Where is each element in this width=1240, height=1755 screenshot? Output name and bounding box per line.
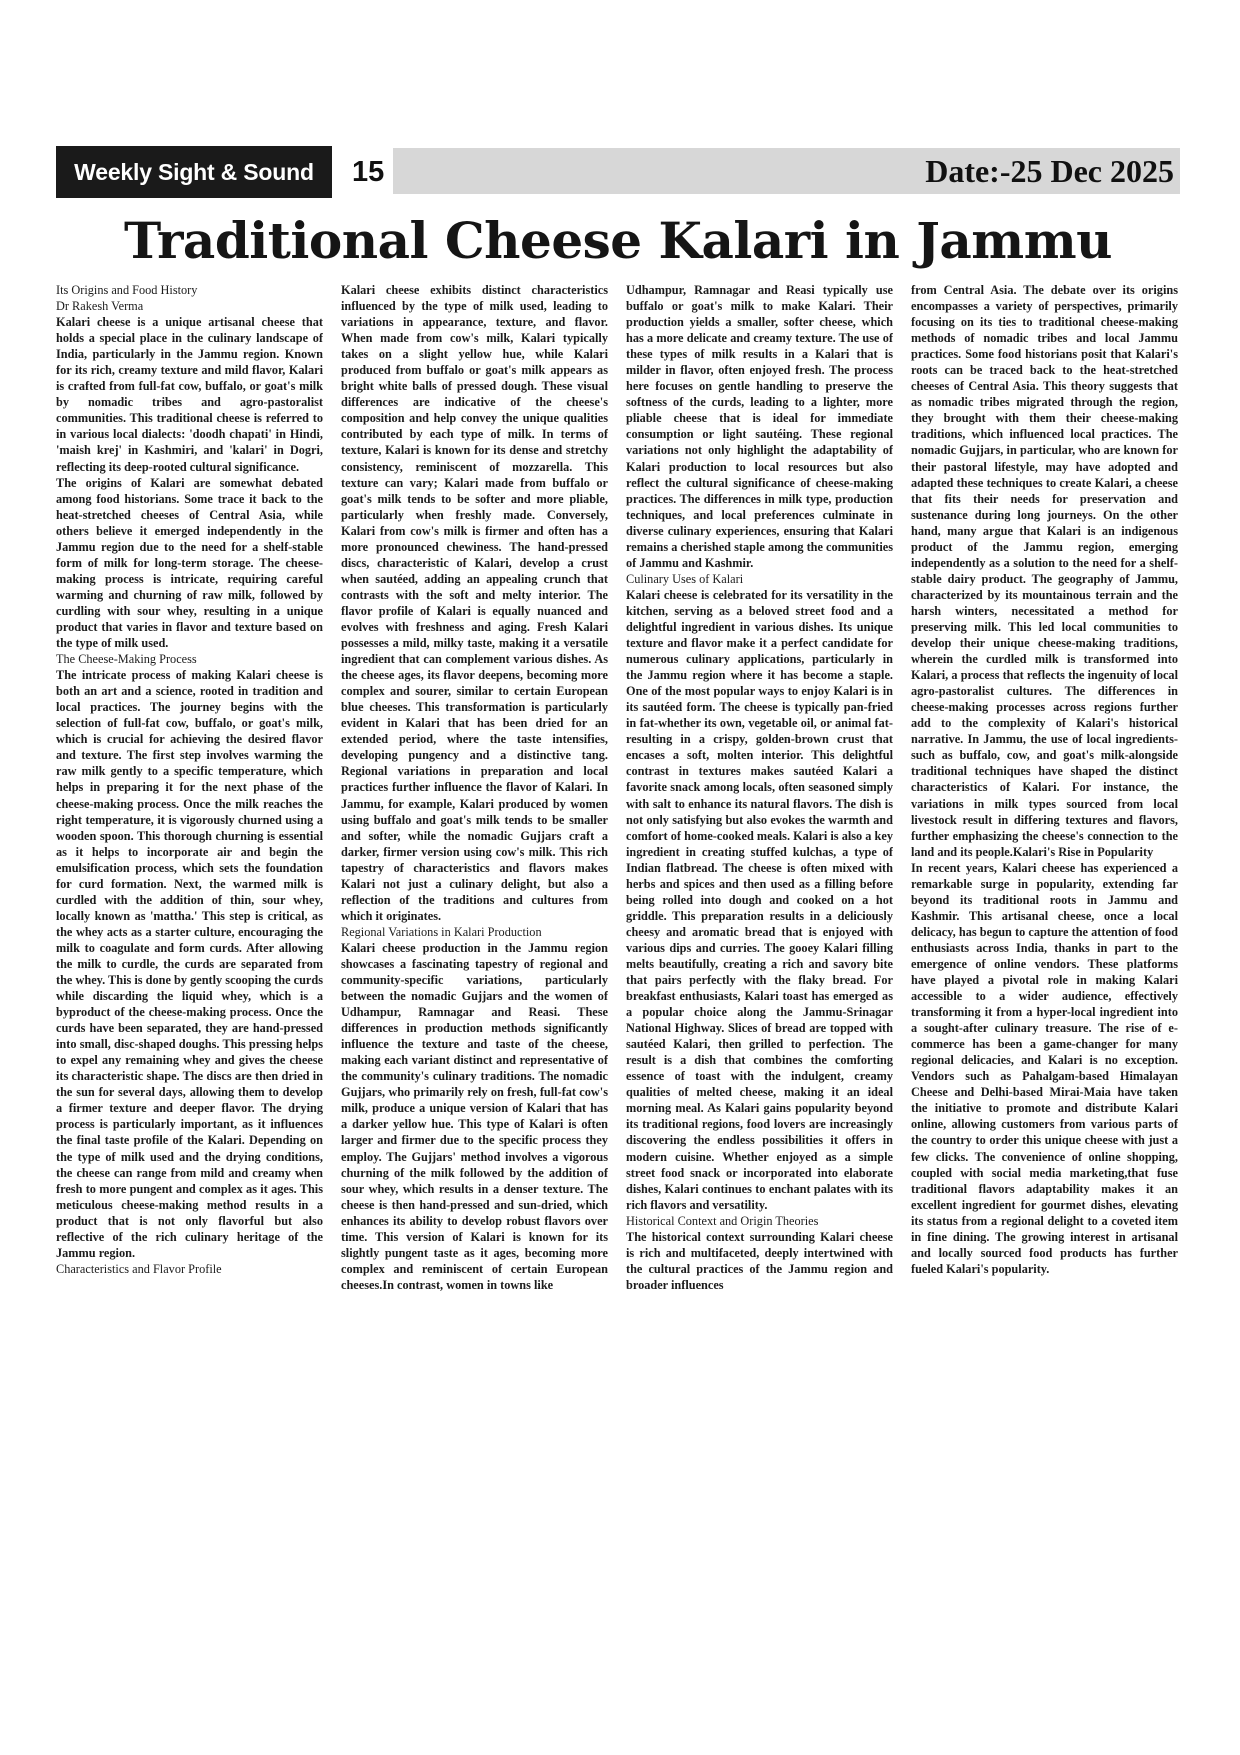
page-number: 15 bbox=[352, 156, 385, 188]
article-paragraph: Kalari cheese is a unique artisanal cheese that holds a special place in the culinary landscape of India, particularly in the Jammu region. Known for its rich, creamy texture and mild flavor, Kalari is crafted from full-fat cow, buffalo, or goat's milk by nomadic tribes and agro-pastoralist communities. This traditional cheese is referred to in various local dialects: 'doodh chapati' in Hindi, 'maish krej' in Kashmiri, and 'kalari' in Dogri, reflecting its deep-rooted cultural significance. bbox=[56, 315, 323, 474]
date-banner bbox=[393, 148, 1180, 194]
section-subheading: Characteristics and Flavor Profile bbox=[56, 1261, 222, 1276]
section-subheading: Its Origins and Food History bbox=[56, 283, 198, 297]
article-paragraph: Kalari cheese production in the Jammu region showcases a fascinating tapestry of regional and community-specific variations, particularly between the nomadic Gujjars and the women of Udhampur, Ramnagar and Reasi. These differences in production methods significantly influence the texture and taste of the cheese, making each variant distinct and representative of the community's culinary traditions. The nomadic Gujjars, who primarily rely on fresh, full-fat cow's milk, produce a unique version of Kalari that has a darker yellow hue. This type of Kalari is often larger and firmer due to the specific process they employ. The Gujjars' method involves a vigorous churning of the milk followed by the addition of sour whey, which results in a denser texture. The cheese is then hand-pressed and sun-dried, which enhances its ability to develop robust flavors over time. This version of Kalari is known for its slightly pungent taste as it ages, becoming more complex and reminiscent of certain European cheeses.In contrast, women in towns like bbox=[341, 940, 608, 1292]
section-subheading: Historical Context and Origin Theories bbox=[626, 1213, 819, 1228]
article-paragraph: from Central Asia. The debate over its origins encompasses a variety of perspectives, primarily focusing on its ties to traditional cheese-making methods of nomadic tribes and local Jammu practices. Some food historians posit that Kalari's roots can be traced back to the heat-stretched cheeses of Central Asia. This theory suggests that as nomadic tribes migrated through the region, they brought with them their cheese-making traditions, which influenced local practices. The nomadic Gujjars, in particular, who are known for their pastoral lifestyle, may have adopted and adapted these techniques to create Kalari, a cheese that fits their needs for preservation and sustenance during long journeys. On the other hand, many argue that Kalari is an indigenous product of the Jammu region, emerging independently as a solution to the need for a shelf-stable dairy product. The geography of Jammu, characterized by its mountainous terrain and the harsh winters, necessitated a method for preserving milk. This led local communities to develop their unique cheese-making traditions, wherein the curdled milk is transformed into Kalari, a process that reflects the ingenuity of local agro-pastoralist cultures. The differences in cheese-making processes across regions further add to the complexity of Kalari's historical narrative. In Jammu, the use of local ingredients-such as buffalo, cow, and goat's milk-alongside traditional techniques have shaped the distinct characteristics of Kalari. For instance, the variations in milk types sourced from local livestock result in differing textures and flavors, further emphasizing the cheese's connection to the land and its people.Kalari's Rise in Popularity bbox=[911, 283, 1178, 859]
article-paragraph: The origins of Kalari are somewhat debated among food historians. Some trace it back to the heat-stretched cheeses of Central Asia, while others believe it emerged independently in the Jammu region due to the need for a shelf-stable form of milk for long-term storage. The cheese-making process is intricate, requiring careful warming and churning of raw milk, followed by curdling with sour whey, resulting in a unique product that varies in flavor and texture based on the type of milk used. bbox=[56, 475, 323, 651]
article-body bbox=[56, 282, 1180, 1702]
section-subheading: Culinary Uses of Kalari bbox=[626, 571, 744, 586]
article-paragraph: Kalari cheese is celebrated for its versatility in the kitchen, serving as a beloved street food and a delightful ingredient in various dishes. Its unique texture and flavor make it a perfect candidate for numerous culinary applications, particularly in the Jammu region where it has become a staple. One of the most popular ways to enjoy Kalari is in its sautéed form. The cheese is typically pan-fried in fat-whether its own, vegetable oil, or animal fat-resulting in a crispy, golden-brown crust that encases a soft, molten interior. This delightful contrast in textures makes sautéed Kalari a favorite snack among locals, often seasoned simply with salt to enhance its natural flavors. The dish is not only satisfying but also evokes the warmth and comfort of home-cooked meals. Kalari is also a key ingredient in creating stuffed kulchas, a type of Indian flatbread. The cheese is often mixed with herbs and spices and then used as a filling before being rolled into dough and cooked on a hot griddle. This preparation results in a deliciously cheesy and aromatic bread that is enjoyed with various dips and curries. The gooey Kalari filling melts beautifully, creating a rich and savory bite that pairs perfectly with the flaky bread. For breakfast enthusiasts, Kalari toast has emerged as a popular choice along the Jammu-Srinagar National Highway. Slices of bread are topped with sautéed Kalari, then grilled to perfection. The result is a dish that combines the comforting essence of toast with the indulgent, creamy qualities of melted cheese, making it an ideal morning meal. As Kalari gains popularity beyond its traditional regions, food lovers are increasingly discovering the endless possibilities it offers in modern cuisine. Whether enjoyed as a simple street food snack or incorporated into elaborate dishes, Kalari continues to enchant palates with its rich flavors and versatility. bbox=[626, 587, 893, 1212]
article-paragraph: The historical context surrounding Kalari cheese is rich and multifaceted, deeply intertwined with the cultural practices of the Jammu region and broader influences bbox=[626, 1229, 893, 1292]
article-paragraph: The intricate process of making Kalari cheese is both an art and a science, rooted in tradition and local practices. The journey begins with the selection of full-fat cow, buffalo, or goat's milk, which is crucial for achieving the desired flavor and texture. The first step involves warming the raw milk gently to a specific temperature, which helps in preparing it for the next phase of the cheese-making process. Once the milk reaches the right temperature, it is vigorously churned using a wooden spoon. This thorough churning is essential as it helps to incorporate air and begin the emulsification process, which sets the foundation for curd formation. Next, the warmed milk is curdled with the addition of thin, sour whey, locally known as 'mattha.' This step is critical, as the whey acts as a starter culture, encouraging the milk to coagulate and form curds. After allowing the milk to curdle, the curds are separated from the whey. This is done by gently scooping the curds while discarding the liquid whey, which is a byproduct of the cheese-making process. Once the curds have been separated, they are hand-pressed into small, disc-shaped doughs. This pressing helps to expel any remaining whey and gives the cheese its characteristic shape. The discs are then dried in the sun for several days, allowing them to develop a firmer texture and deeper flavor. The drying process is particularly important, as it influences the final taste profile of the Kalari. Depending on the type of milk used and the drying conditions, the cheese can range from mild and creamy when fresh to more pungent and complex as it ages. This meticulous cheese-making method results in a product that is not only flavorful but also reflective of the rich culinary heritage of the Jammu region. bbox=[56, 668, 323, 1260]
article-headline: Traditional Cheese Kalari in Jammu bbox=[124, 211, 1112, 270]
column-3 bbox=[626, 282, 893, 1702]
column-1 bbox=[56, 282, 323, 1702]
article-paragraph: Udhampur, Ramnagar and Reasi typically use buffalo or goat's milk to make Kalari. Their production yields a smaller, softer cheese, which has a more delicate and creamy texture. The use of these types of milk results in a Kalari that is milder in flavor, often enjoyed fresh. The process here focuses on gentle handling to preserve the softness of the curds, leading to a lighter, more pliable cheese that is ideal for immediate consumption or light sautéing. These regional variations not only highlight the adaptability of Kalari production to local resources but also reflect the cultural significance of cheese-making practices. The differences in milk type, production techniques, and local preferences culminate in diverse culinary experiences, ensuring that Kalari remains a cherished staple among the communities of Jammu and Kashmir. bbox=[626, 283, 893, 570]
column-4 bbox=[911, 282, 1178, 1702]
publication-name: Weekly Sight & Sound bbox=[56, 146, 332, 198]
issue-date: Date:-25 Dec 2025 bbox=[925, 153, 1174, 189]
article-paragraph: Kalari cheese exhibits distinct characteristics influenced by the type of milk used, leading to variations in appearance, texture, and flavor. When made from cow's milk, Kalari typically takes on a slight yellow hue, while Kalari produced from buffalo or goat's milk appears as bright white balls of pressed dough. These visual differences are indicative of the cheese's composition and help convey the unique qualities contributed by each type of milk. In terms of texture, Kalari is known for its dense and stretchy consistency, reminiscent of mozzarella. This texture can vary; Kalari made from buffalo or goat's milk tends to be softer and more pliable, particularly when freshly made. Conversely, Kalari from cow's milk is firmer and often has a more pronounced chewiness. The hand-pressed discs, characteristic of Kalari, develop a crust when sautéed, adding an appealing crunch that contrasts with the soft and melty interior. The flavor profile of Kalari is equally nuanced and evolves with freshness and aging. Fresh Kalari possesses a mild, milky taste, making it a versatile ingredient that can complement various dishes. As the cheese ages, its flavor deepens, becoming more complex and sourer, similar to certain European blue cheeses. This transformation is particularly evident in Kalari that has been dried for an extended period, where the taste intensifies, developing pungency and a distinctive tang. Regional variations in preparation and local practices further influence the flavor of Kalari. In Jammu, for example, Kalari produced by women using buffalo and goat's milk tends to be smaller and softer, while the nomadic Gujjars craft a darker, firmer version using cow's milk. This rich tapestry of characteristics and flavors makes Kalari not just a culinary delight, but also a reflection of the traditions and cultures from which it originates. bbox=[341, 283, 608, 923]
article-paragraph: In recent years, Kalari cheese has experienced a remarkable surge in popularity, extending far beyond its traditional roots in Jammu and Kashmir. This artisanal cheese, once a local delicacy, has begun to capture the attention of food enthusiasts across India, thanks in part to the emergence of online vendors. These platforms have played a pivotal role in making Kalari accessible to a wider audience, effectively transforming it from a hyper-local ingredient into a sought-after culinary treasure. The rise of e-commerce has been a game-changer for many regional delicacies, and Kalari is no exception. Vendors such as Pahalgam-based Himalayan Cheese and Delhi-based Mirai-Maia have taken the initiative to promote and distribute Kalari online, allowing customers from various parts of the country to order this unique cheese with just a few clicks. The convenience of online shopping, coupled with social media marketing,that fuse traditional flavors adaptability makes it an excellent ingredient for gourmet dishes, elevating its status from a regional delight to a coveted item in fine dining. The growing interest in artisanal and locally sourced food products has further fueled Kalari's popularity. bbox=[911, 860, 1178, 1276]
section-subheading: Dr Rakesh Verma bbox=[56, 299, 144, 314]
masthead bbox=[56, 146, 1180, 198]
column-2 bbox=[341, 282, 608, 1702]
section-subheading: The Cheese-Making Process bbox=[56, 652, 197, 667]
section-subheading: Regional Variations in Kalari Production bbox=[341, 924, 542, 939]
